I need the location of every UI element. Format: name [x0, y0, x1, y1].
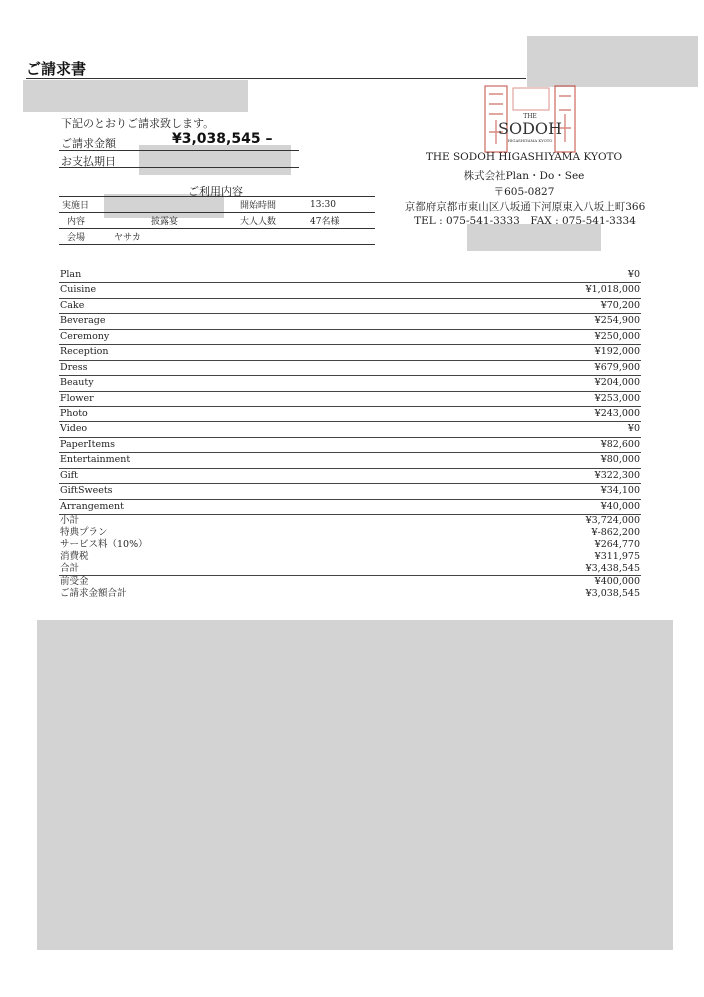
total-amount: ¥-862,200 — [591, 527, 640, 538]
charge-amount: ¥1,018,000 — [585, 284, 640, 296]
charge-row — [59, 438, 641, 453]
charge-row — [59, 299, 641, 314]
logo-subtitle: HIGASHIYAMA KYOTO — [507, 138, 553, 143]
charge-label: Gift — [60, 469, 78, 481]
charge-amount: ¥243,000 — [594, 407, 640, 419]
title-underline — [26, 78, 526, 79]
charge-label: Photo — [60, 407, 88, 419]
company-phone: TEL : 075-541-3333 FAX : 075-541-3334 — [414, 215, 636, 227]
charge-label: PaperItems — [60, 438, 115, 450]
usage-title: ご利用内容 — [188, 185, 243, 198]
start-time-label: 開始時間 — [237, 197, 307, 213]
redacted-contact — [467, 224, 601, 251]
charge-label: Flower — [60, 392, 94, 404]
date-value — [111, 197, 237, 213]
charge-amount: ¥254,900 — [594, 315, 640, 327]
charge-amount: ¥34,100 — [600, 485, 640, 497]
total-amount: ¥3,438,545 — [585, 563, 640, 574]
charge-amount: ¥253,000 — [594, 392, 640, 404]
charge-label: Plan — [60, 269, 82, 280]
usage-row — [59, 229, 375, 245]
charge-label: Beauty — [60, 377, 94, 389]
charge-amount: ¥40,000 — [600, 500, 640, 512]
invoice-amount-value: ¥3,038,545 – — [172, 131, 273, 147]
usage-row — [59, 197, 375, 213]
charge-row — [59, 469, 641, 484]
total-row — [59, 576, 641, 588]
due-date-underline — [59, 167, 299, 168]
charge-row — [59, 407, 641, 422]
charge-amount: ¥0 — [627, 423, 640, 435]
redacted-notes-area — [37, 620, 673, 950]
total-row — [59, 588, 641, 600]
total-amount: ¥264,770 — [594, 539, 640, 550]
logo-the: THE — [523, 113, 537, 120]
total-label: サービス料（10%） — [60, 539, 148, 550]
usage-row — [59, 213, 375, 229]
company-seal-logo — [483, 84, 577, 156]
charge-amount: ¥204,000 — [594, 377, 640, 389]
redacted-recipient-name — [23, 80, 248, 112]
venue-label: 会場 — [59, 229, 111, 245]
charge-row — [59, 268, 641, 283]
invoice-amount-label: ご請求金額 — [61, 137, 116, 150]
usage-table — [59, 196, 375, 245]
adults-label: 大人人数 — [237, 213, 307, 229]
total-row — [59, 515, 641, 527]
charge-amount: ¥322,300 — [594, 469, 640, 481]
total-amount: ¥400,000 — [594, 576, 640, 587]
content-value: 披露宴 — [111, 213, 237, 229]
amount-underline — [59, 150, 299, 151]
company-name: THE SODOH HIGASHIYAMA KYOTO — [425, 151, 623, 163]
charge-amount: ¥0 — [627, 269, 640, 280]
charge-row — [59, 314, 641, 329]
charge-amount: ¥679,900 — [594, 361, 640, 373]
document-title: ご請求書 — [26, 60, 87, 78]
charge-row — [59, 453, 641, 468]
total-label: 特典プラン — [60, 527, 108, 538]
empty-cell — [307, 229, 375, 245]
charge-amount: ¥82,600 — [600, 438, 640, 450]
due-date-label: お支払期日 — [61, 155, 116, 168]
total-row — [59, 527, 641, 539]
empty-cell — [237, 229, 307, 245]
date-label: 実施日 — [59, 197, 111, 213]
company-address: 京都府京都市東山区八坂通下河原東入八坂上町366 — [404, 201, 646, 213]
charge-label: Reception — [60, 346, 109, 358]
total-row — [59, 551, 641, 563]
logo-name: SODOH — [498, 119, 562, 138]
charge-label: GiftSweets — [60, 485, 113, 497]
charge-label: Cuisine — [60, 284, 97, 296]
company-corp: 株式会社Plan・Do・See — [463, 170, 585, 182]
company-postal: 〒605-0827 — [493, 186, 555, 198]
charge-row — [59, 422, 641, 437]
total-label: ご請求金額合計 — [60, 588, 127, 599]
total-label: 消費税 — [60, 551, 89, 562]
start-time-value: 13:30 — [307, 197, 375, 213]
charge-label: Beverage — [60, 315, 106, 327]
charge-row — [59, 283, 641, 298]
total-label: 前受金 — [60, 576, 89, 587]
charges-list — [59, 268, 641, 600]
charge-row — [59, 330, 641, 345]
adults-value: 47名様 — [307, 213, 375, 229]
charge-label: Video — [60, 423, 88, 435]
total-amount: ¥311,975 — [594, 551, 640, 562]
total-label: 合計 — [60, 563, 80, 574]
charge-row — [59, 345, 641, 360]
charge-label: Ceremony — [60, 330, 110, 342]
charge-row — [59, 376, 641, 391]
total-amount: ¥3,724,000 — [585, 515, 640, 526]
content-label: 内容 — [59, 213, 111, 229]
total-row — [59, 539, 641, 551]
total-amount: ¥3,038,545 — [585, 588, 640, 599]
total-row — [59, 563, 641, 576]
charge-amount: ¥80,000 — [600, 454, 640, 466]
charge-row — [59, 500, 641, 515]
charge-amount: ¥192,000 — [594, 346, 640, 358]
charge-label: Dress — [60, 361, 88, 373]
venue-value: ヤサカ — [111, 229, 237, 245]
charge-amount: ¥70,200 — [600, 299, 640, 311]
charge-amount: ¥250,000 — [594, 330, 640, 342]
charge-label: Cake — [60, 299, 85, 311]
charge-label: Arrangement — [60, 500, 124, 512]
redacted-block-top-right — [527, 36, 698, 87]
charge-row — [59, 392, 641, 407]
total-label: 小計 — [60, 515, 80, 526]
charge-row — [59, 361, 641, 376]
intro-text: 下記のとおりご請求致します。 — [61, 117, 215, 130]
charge-label: Entertainment — [60, 454, 131, 466]
charge-row — [59, 484, 641, 499]
